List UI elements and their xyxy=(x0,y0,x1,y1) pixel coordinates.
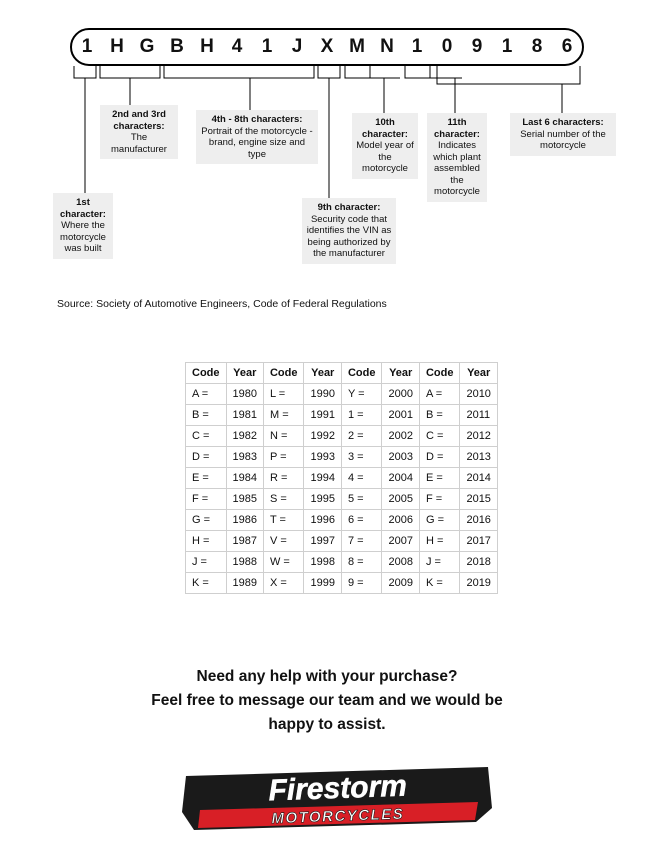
table-row xyxy=(186,426,498,447)
year-cell: 2016 xyxy=(460,510,497,531)
code-cell: J = xyxy=(186,552,227,573)
callout-title: 9th character: xyxy=(317,202,381,213)
year-cell: 1988 xyxy=(226,552,263,573)
year-cell: 1983 xyxy=(226,447,263,468)
callout-body: Security code that identifies the VIN as being authorized by the manufacturer xyxy=(306,213,392,259)
vin-char: J xyxy=(291,36,303,57)
year-cell: 1987 xyxy=(226,531,263,552)
code-cell: D = xyxy=(186,447,227,468)
table-row xyxy=(186,447,498,468)
code-cell: H = xyxy=(186,531,227,552)
year-cell: 1991 xyxy=(304,405,341,426)
leader-char-11 xyxy=(430,78,462,113)
year-cell: 1989 xyxy=(226,573,263,594)
help-message xyxy=(50,665,604,737)
table-row xyxy=(186,531,498,552)
vin-char: 0 xyxy=(441,36,453,57)
code-cell: B = xyxy=(419,405,460,426)
column-header: Code xyxy=(341,363,382,384)
code-cell: E = xyxy=(419,468,460,489)
vin-char: X xyxy=(320,36,334,57)
year-cell: 1994 xyxy=(304,468,341,489)
code-cell: 2 = xyxy=(341,426,382,447)
code-cell: J = xyxy=(419,552,460,573)
callout-tenth-character xyxy=(352,113,418,179)
year-cell: 1985 xyxy=(226,489,263,510)
callout-title: 10th character: xyxy=(362,117,408,140)
leader-char-10 xyxy=(370,78,400,113)
vin-char: G xyxy=(139,36,155,57)
vin-char: 1 xyxy=(261,36,273,57)
bracket-char-2-3 xyxy=(100,66,160,78)
vin-char: 6 xyxy=(561,36,573,57)
code-cell: X = xyxy=(263,573,304,594)
code-cell: C = xyxy=(419,426,460,447)
year-cell: 2007 xyxy=(382,531,419,552)
code-cell: N = xyxy=(263,426,304,447)
help-line-3: happy to assist. xyxy=(268,716,386,733)
logo-brand-text: Firestorm xyxy=(267,769,408,808)
year-cell: 1997 xyxy=(304,531,341,552)
callout-body: Portrait of the motorcycle - brand, engine size and type xyxy=(201,125,313,160)
code-cell: 9 = xyxy=(341,573,382,594)
code-cell: A = xyxy=(186,384,227,405)
bracket-char-1 xyxy=(74,66,96,78)
code-cell: E = xyxy=(186,468,227,489)
year-cell: 2015 xyxy=(460,489,497,510)
year-cell: 2001 xyxy=(382,405,419,426)
callout-title: Last 6 characters: xyxy=(522,117,604,128)
callout-title: 2nd and 3rd characters: xyxy=(112,109,166,132)
year-cell: 2000 xyxy=(382,384,419,405)
year-cell: 2002 xyxy=(382,426,419,447)
vin-char: 1 xyxy=(411,36,423,57)
code-cell: 4 = xyxy=(341,468,382,489)
bracket-char-9 xyxy=(318,66,340,78)
model-year-code-table xyxy=(185,362,498,594)
code-cell: A = xyxy=(419,384,460,405)
code-cell: 5 = xyxy=(341,489,382,510)
year-cell: 2017 xyxy=(460,531,497,552)
bracket-char-10 xyxy=(345,66,370,78)
year-cell: 1995 xyxy=(304,489,341,510)
year-cell: 1986 xyxy=(226,510,263,531)
year-cell: 2006 xyxy=(382,510,419,531)
callout-second-third-characters xyxy=(100,105,178,159)
code-cell: R = xyxy=(263,468,304,489)
callout-title: 1st character: xyxy=(60,197,106,220)
code-cell: M = xyxy=(263,405,304,426)
year-cell: 1999 xyxy=(304,573,341,594)
code-cell: 1 = xyxy=(341,405,382,426)
code-cell: K = xyxy=(419,573,460,594)
year-cell: 1998 xyxy=(304,552,341,573)
vin-char: N xyxy=(380,36,394,57)
vin-char: 1 xyxy=(501,36,513,57)
callout-body: Serial number of the motorcycle xyxy=(520,128,606,151)
code-cell: Y = xyxy=(341,384,382,405)
callout-title: 4th - 8th characters: xyxy=(211,114,303,125)
callout-ninth-character xyxy=(302,198,396,264)
code-cell: C = xyxy=(186,426,227,447)
vin-char: M xyxy=(349,36,365,57)
year-cell: 2011 xyxy=(460,405,497,426)
callout-body: Model year of the motorcycle xyxy=(356,140,414,174)
vin-char: 9 xyxy=(471,36,483,57)
vin-char: B xyxy=(170,36,184,57)
year-cell: 2005 xyxy=(382,489,419,510)
table-row xyxy=(186,468,498,489)
code-cell: W = xyxy=(263,552,304,573)
vin-number-strip xyxy=(70,28,584,66)
callout-body: The manufacturer xyxy=(111,132,167,155)
code-cell: S = xyxy=(263,489,304,510)
bracket-last-6 xyxy=(437,66,580,84)
table-row xyxy=(186,405,498,426)
table-header-row xyxy=(186,363,498,384)
table-row xyxy=(186,552,498,573)
year-cell: 1980 xyxy=(226,384,263,405)
code-cell: F = xyxy=(186,489,227,510)
column-header: Code xyxy=(419,363,460,384)
code-cell: L = xyxy=(263,384,304,405)
code-cell: 7 = xyxy=(341,531,382,552)
vin-char: 1 xyxy=(81,36,93,57)
year-cell: 2014 xyxy=(460,468,497,489)
column-header: Year xyxy=(382,363,419,384)
callout-eleventh-character xyxy=(427,113,487,202)
bracket-char-4-8 xyxy=(164,66,314,78)
year-cell: 2003 xyxy=(382,447,419,468)
year-cell: 2012 xyxy=(460,426,497,447)
year-cell: 2009 xyxy=(382,573,419,594)
callout-first-character xyxy=(53,193,113,259)
column-header: Year xyxy=(460,363,497,384)
vin-char: 8 xyxy=(531,36,543,57)
code-cell: 3 = xyxy=(341,447,382,468)
year-cell: 1992 xyxy=(304,426,341,447)
code-cell: G = xyxy=(419,510,460,531)
callout-title: 11th character: xyxy=(434,117,480,140)
logo-subtitle-text: MOTORCYCLES xyxy=(271,805,405,828)
year-cell: 1982 xyxy=(226,426,263,447)
code-cell: V = xyxy=(263,531,304,552)
year-cell: 2018 xyxy=(460,552,497,573)
callout-body: Indicates which plant assembled the motorcycle xyxy=(433,140,481,197)
table-row xyxy=(186,489,498,510)
table-row xyxy=(186,510,498,531)
firestorm-motorcycles-logo xyxy=(178,762,498,842)
year-cell: 2013 xyxy=(460,447,497,468)
code-cell: H = xyxy=(419,531,460,552)
code-cell: 6 = xyxy=(341,510,382,531)
year-cell: 1996 xyxy=(304,510,341,531)
code-cell: T = xyxy=(263,510,304,531)
bracket-char-11 xyxy=(405,66,430,78)
column-header: Code xyxy=(186,363,227,384)
vin-char: H xyxy=(200,36,214,57)
year-cell: 2008 xyxy=(382,552,419,573)
code-cell: D = xyxy=(419,447,460,468)
code-cell: K = xyxy=(186,573,227,594)
code-cell: B = xyxy=(186,405,227,426)
year-cell: 1984 xyxy=(226,468,263,489)
column-header: Year xyxy=(226,363,263,384)
table-row xyxy=(186,573,498,594)
year-cell: 1990 xyxy=(304,384,341,405)
callout-body: Where the motorcycle was built xyxy=(60,220,106,254)
year-cell: 1981 xyxy=(226,405,263,426)
year-cell: 2004 xyxy=(382,468,419,489)
callout-fourth-to-eighth-characters xyxy=(196,110,318,164)
callout-last-six-characters xyxy=(510,113,616,156)
column-header: Code xyxy=(263,363,304,384)
vin-char: 4 xyxy=(231,36,243,57)
code-cell: P = xyxy=(263,447,304,468)
code-cell: G = xyxy=(186,510,227,531)
table-row xyxy=(186,384,498,405)
vin-char: H xyxy=(110,36,124,57)
year-cell: 2010 xyxy=(460,384,497,405)
help-line-2: Feel free to message our team and we would be xyxy=(151,692,503,709)
year-cell: 2019 xyxy=(460,573,497,594)
help-line-1: Need any help with your purchase? xyxy=(196,668,458,685)
code-cell: F = xyxy=(419,489,460,510)
year-cell: 1993 xyxy=(304,447,341,468)
column-header: Year xyxy=(304,363,341,384)
code-cell: 8 = xyxy=(341,552,382,573)
source-citation: Source: Society of Automotive Engineers, Code of Federal Regulations xyxy=(57,298,387,310)
